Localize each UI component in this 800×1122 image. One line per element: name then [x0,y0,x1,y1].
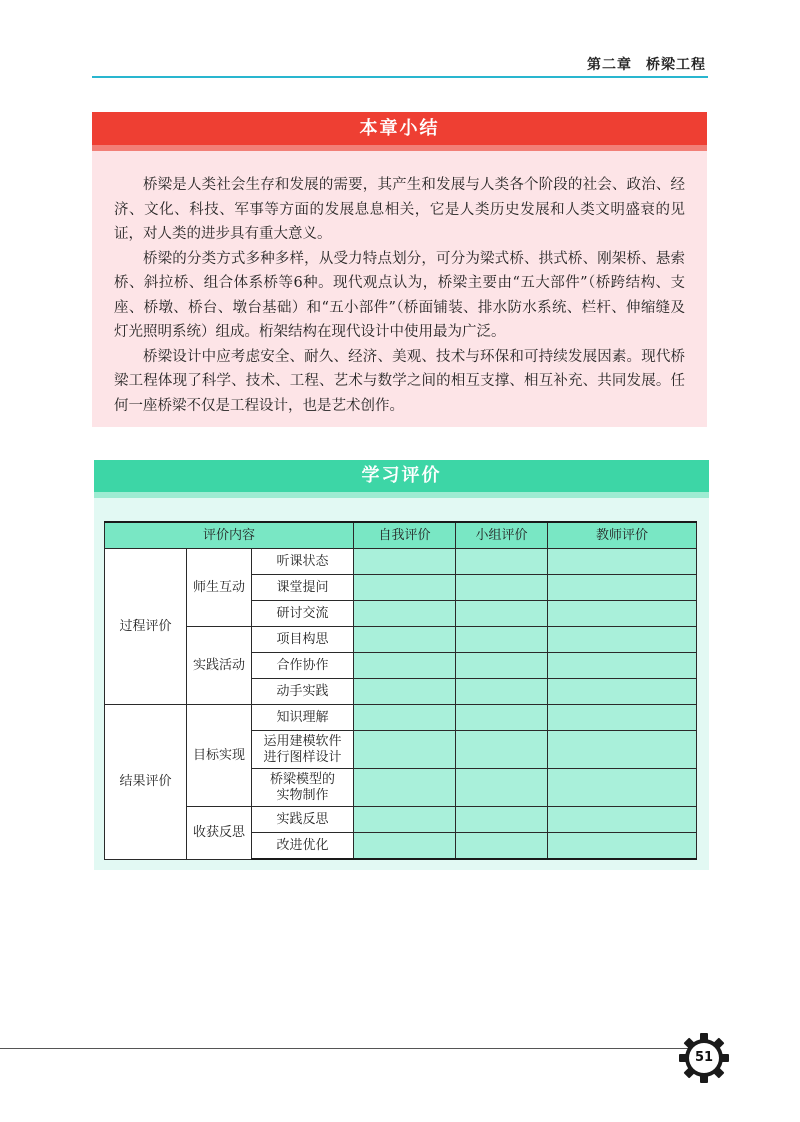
item-label: 桥梁模型的实物制作 [252,769,354,807]
chapter-number: 第二章 [587,57,632,73]
category-process: 过程评价 [105,549,187,705]
header-rule [92,76,708,78]
table-row [105,627,697,653]
header-group: 小组评价 [456,522,548,549]
chapter-header [587,54,706,74]
header-content: 评价内容 [105,522,354,549]
page-badge [679,1033,729,1083]
header-teacher: 教师评价 [548,522,697,549]
subcategory-practice: 实践活动 [187,627,252,705]
self-score-cell[interactable] [354,769,456,807]
group-score-cell[interactable] [456,601,548,627]
group-score-cell[interactable] [456,679,548,705]
teacher-score-cell[interactable] [548,833,697,860]
summary-box [92,151,707,427]
self-score-cell[interactable] [354,833,456,860]
item-label: 课堂提问 [252,575,354,601]
summary-title: 本章小结 [92,112,707,145]
group-score-cell[interactable] [456,575,548,601]
item-label: 改进优化 [252,833,354,860]
self-score-cell[interactable] [354,601,456,627]
self-score-cell[interactable] [354,807,456,833]
self-score-cell[interactable] [354,653,456,679]
teacher-score-cell[interactable] [548,627,697,653]
evaluation-table [104,521,697,860]
item-label: 听课状态 [252,549,354,575]
group-score-cell[interactable] [456,807,548,833]
teacher-score-cell[interactable] [548,705,697,731]
teacher-score-cell[interactable] [548,575,697,601]
self-score-cell[interactable] [354,627,456,653]
subcategory-goal: 目标实现 [187,705,252,807]
group-score-cell[interactable] [456,627,548,653]
self-score-cell[interactable] [354,705,456,731]
teacher-score-cell[interactable] [548,769,697,807]
item-label: 运用建模软件进行图样设计 [252,731,354,769]
group-score-cell[interactable] [456,653,548,679]
teacher-score-cell[interactable] [548,549,697,575]
table-row [105,705,697,731]
self-score-cell[interactable] [354,679,456,705]
group-score-cell[interactable] [456,731,548,769]
subcategory-reflection: 收获反思 [187,807,252,860]
item-label: 合作协作 [252,653,354,679]
item-label: 项目构思 [252,627,354,653]
group-score-cell[interactable] [456,769,548,807]
table-header-row [105,522,697,549]
footer-rule [0,1048,690,1049]
item-label: 动手实践 [252,679,354,705]
group-score-cell[interactable] [456,549,548,575]
table-row [105,807,697,833]
teacher-score-cell[interactable] [548,679,697,705]
self-score-cell[interactable] [354,575,456,601]
table-row [105,549,697,575]
summary-paragraph: 桥梁设计中应考虑安全、耐久、经济、美观、技术与环保和可持续发展因素。现代桥梁工程体现了科学、技术、工程、艺术与数学之间的相互支撑、相互补充、共同发展。任何一座桥梁不仅是工程设计，也是艺术创作。 [114,348,685,414]
summary-paragraph: 桥梁的分类方式多种多样，从受力特点划分，可分为梁式桥、拱式桥、刚架桥、悬索桥、斜拉桥、组合体系桥等6种。现代观点认为，桥梁主要由“五大部件”（桥跨结构、支座、桥墩、桥台、墩台基础）和“五小部件”（桥面铺装、排水防水系统、栏杆、伸缩缝及灯光照明系统）组成。桁架结构在现代设计中使用最为广泛。 [114,250,685,340]
item-label: 知识理解 [252,705,354,731]
self-score-cell[interactable] [354,731,456,769]
item-label: 实践反思 [252,807,354,833]
teacher-score-cell[interactable] [548,653,697,679]
header-self: 自我评价 [354,522,456,549]
teacher-score-cell[interactable] [548,601,697,627]
chapter-title: 桥梁工程 [646,57,706,73]
teacher-score-cell[interactable] [548,807,697,833]
teacher-score-cell[interactable] [548,731,697,769]
category-result: 结果评价 [105,705,187,860]
summary-paragraph: 桥梁是人类社会生存和发展的需要，其产生和发展与人类各个阶段的社会、政治、经济、文化、科技、军事等方面的发展息息相关，它是人类历史发展和人类文明盛衰的见证，对人类的进步具有重大意义。 [114,177,685,242]
page-number: 51 [694,1050,714,1065]
evaluation-title: 学习评价 [94,460,709,492]
group-score-cell[interactable] [456,705,548,731]
subcategory-interaction: 师生互动 [187,549,252,627]
self-score-cell[interactable] [354,549,456,575]
item-label: 研讨交流 [252,601,354,627]
group-score-cell[interactable] [456,833,548,860]
